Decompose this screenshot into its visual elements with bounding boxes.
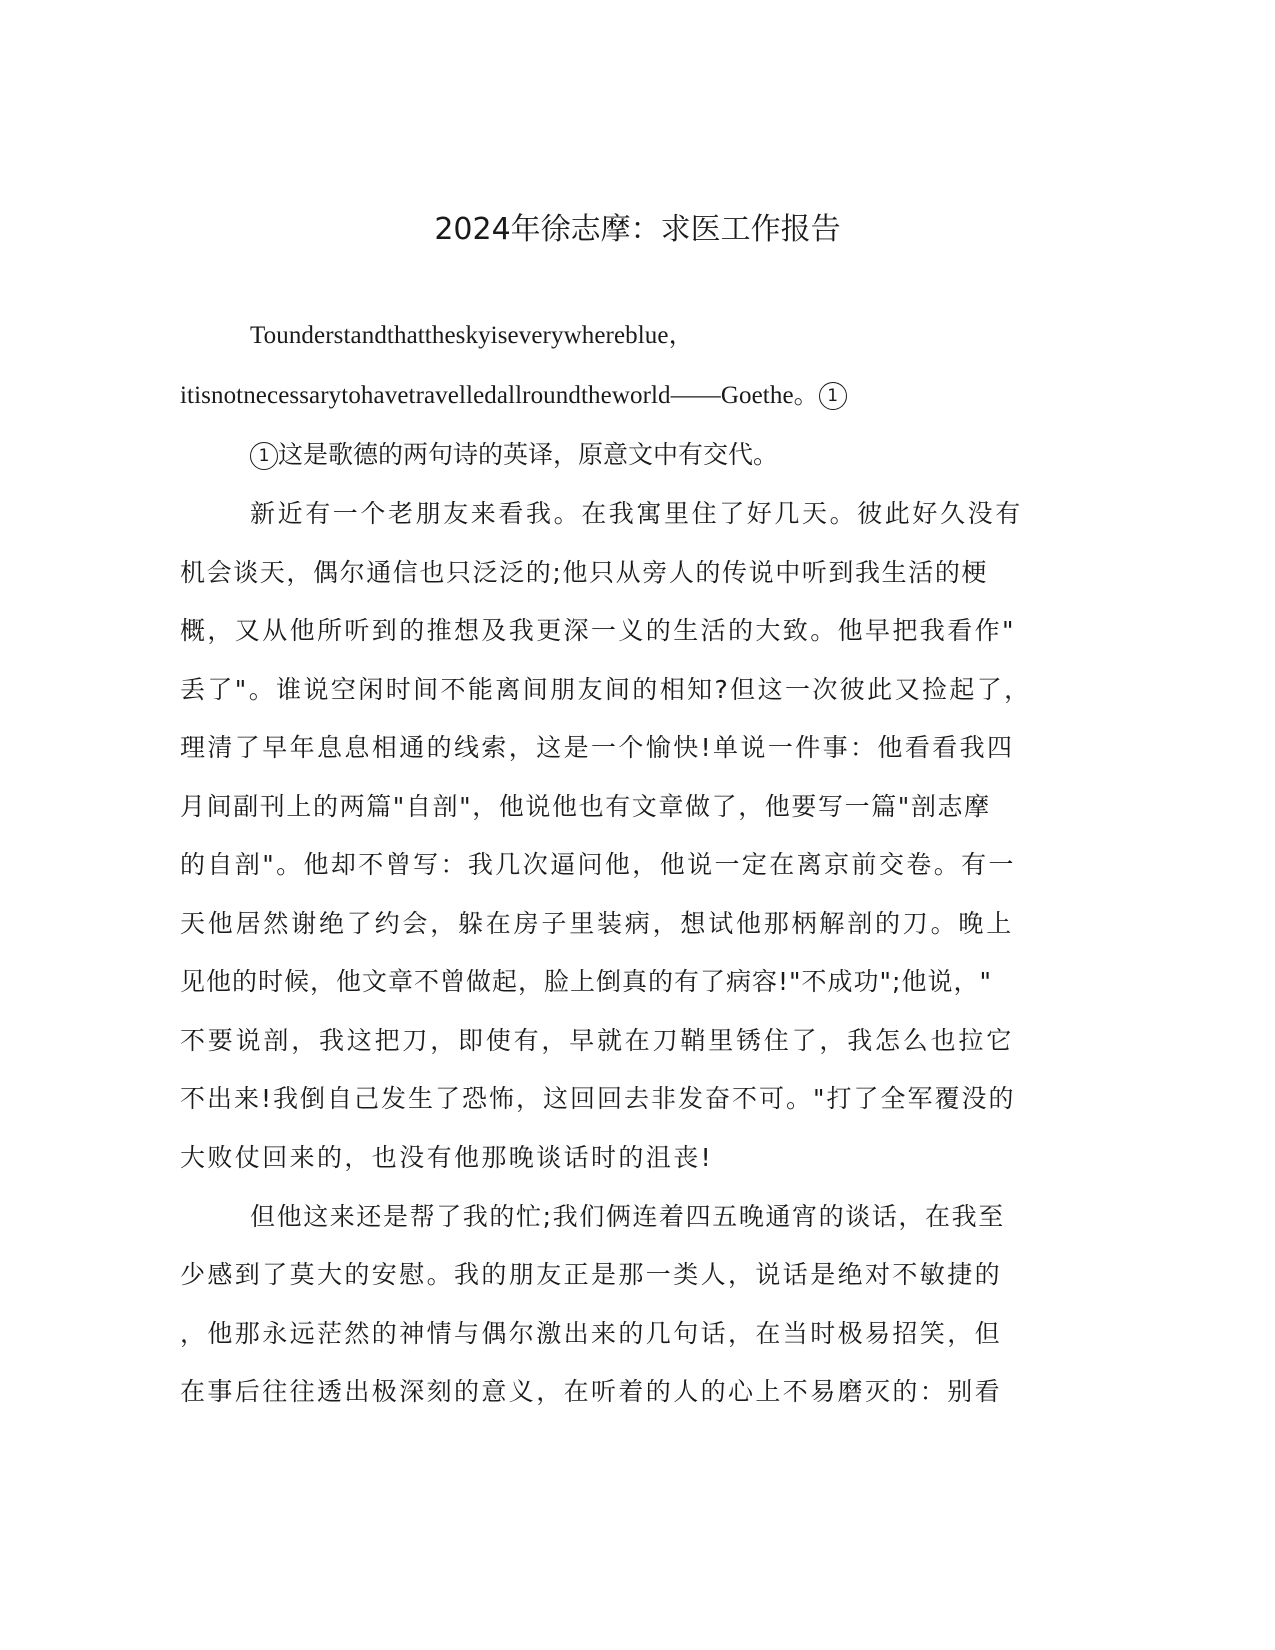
paragraph-line: 不要说剖，我这把刀，即使有，早就在刀鞘里锈住了，我怎么也拉它: [180, 1026, 1015, 1055]
paragraph-line: 丢了"。谁说空闲时间不能离间朋友间的相知?但这一次彼此又捡起了，: [180, 675, 1032, 704]
paragraph-line: 大败仗回来的，也没有他那晚谈话时的沮丧!: [180, 1143, 714, 1172]
paragraph-line: 在事后往往透出极深刻的意义，在听着的人的心上不易磨灭的：别看: [180, 1377, 1003, 1406]
epigraph-line-2-text: itisnotnecessarytohavetravelledallroundtheworld——Goethe。: [180, 382, 819, 409]
paragraph-line: 少感到了莫大的安慰。我的朋友正是那一类人，说话是绝对不敏捷的: [180, 1260, 1003, 1289]
epigraph-line-2: [180, 378, 847, 414]
paragraph-line: 不出来!我倒自己发生了恐怖，这回回去非发奋不可。"打了全军覆没的: [180, 1084, 1016, 1113]
paragraph-line: 天他居然谢绝了约会，躲在房子里装病，想试他那柄解剖的刀。晚上: [180, 909, 1015, 938]
footnote: [250, 437, 778, 473]
paragraph-line: 的自剖"。他却不曾写：我几次逼问他，他说一定在离京前交卷。有一: [180, 850, 1016, 879]
footnote-reference-marker: 1: [819, 382, 847, 410]
paragraph-line: 概，又从他所听到的推想及我更深一义的生活的大致。他早把我看作": [180, 616, 1016, 645]
document-title: 2024年徐志摩：求医工作报告: [434, 212, 841, 247]
paragraph-line: 新近有一个老朋友来看我。在我寓里住了好几天。彼此好久没有: [250, 499, 1023, 528]
epigraph-line-1: Tounderstandthattheskyiseverywhereblue，: [250, 322, 694, 349]
paragraph-line: 但他这来还是帮了我的忙;我们俩连着四五晚通宵的谈话，在我至: [250, 1202, 1005, 1231]
paragraph-line: 机会谈天，偶尔通信也只泛泛的;他只从旁人的传说中听到我生活的梗: [180, 558, 989, 587]
paragraph-line: 见他的时候，他文章不曾做起，脸上倒真的有了病容!"不成功";他说，": [180, 967, 992, 996]
paragraph-line: ，他那永远茫然的神情与偶尔激出来的几句话，在当时极易招笑，但: [180, 1319, 1003, 1348]
paragraph-line: 理清了早年息息相通的线索，这是一个愉快!单说一件事：他看看我四: [180, 733, 1015, 762]
paragraph-line: 月间副刊上的两篇"自剖"，他说他也有文章做了，他要写一篇"剖志摩: [180, 792, 991, 821]
footnote-marker: 1: [250, 442, 278, 470]
footnote-text: 这是歌德的两句诗的英译，原意文中有交代。: [278, 440, 779, 469]
